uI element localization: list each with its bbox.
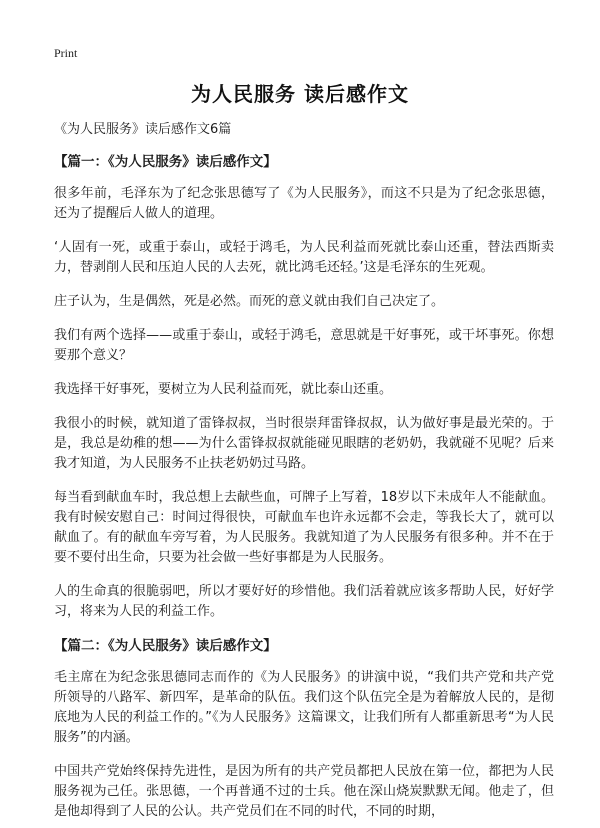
section-heading: 【篇二：《为人民服务》读后感作文】: [54, 638, 277, 654]
section-2: [54, 636, 554, 822]
paragraph: 人的生命真的很脆弱吧，所以才要好好的珍惜他。我们活着就应该多帮助人民，好好学习，将来为人民的利益工作。: [54, 584, 554, 619]
paragraph: 很多年前，毛泽东为了纪念张思德写了《为人民服务》，而这不只是为了纪念张思德，还为了提醒后人做人的道理。: [54, 186, 554, 221]
paragraph: 我们有两个选择——或重于泰山，或轻于鸿毛，意思就是干好事死，或干坏事死。你想要那个意义？: [54, 328, 554, 363]
document-subtitle: 《为人民服务》读后感作文6篇: [54, 122, 232, 137]
print-link[interactable]: Print: [54, 46, 78, 60]
paragraph: 我很小的时候，就知道了雷锋叔叔，当时很崇拜雷锋叔叔，认为做好事是最光荣的。于是，我总是幼稚的想——为什么雷锋叔叔就能碰见眼瞎的老奶奶，我就碰不见呢？后来我才知道，为人民服务不止扶老奶奶过马路。: [54, 416, 554, 471]
paragraph: ‘人固有一死，或重于泰山，或轻于鸿毛，为人民利益而死就比泰山还重，替法西斯卖力，替剥削人民和压迫人民的人去死，就比鸿毛还轻。’这是毛泽东的生死观。: [54, 240, 554, 275]
section-heading: 【篇一：《为人民服务》读后感作文】: [54, 154, 277, 170]
page-title: 为人民服务 读后感作文: [191, 82, 409, 106]
paragraph: 每当看到献血车时，我总想上去献些血，可牌子上写着，18岁以下未成年人不能献血。我有时候安慰自己：时间过得很快，可献血车也许永远都不会走，等我长大了，就可以献血了。有的献血车旁写着，为人民服务。我就知道了为人民服务有很多种。并不在于要不要付出生命，只要为社会做一些好事都是为人民服务。: [54, 490, 554, 565]
paragraph: 中国共产党始终保持先进性，是因为所有的共产党员都把人民放在第一位，都把为人民服务视为己任。张思德，一个再普通不过的士兵。他在深山烧炭默默无闻。他走了，但是他却得到了人民的公认。共产党员们在不同的时代，不同的时期，: [54, 764, 554, 819]
document-body: [54, 120, 554, 828]
paragraph: 庄子认为，生是偶然，死是必然。而死的意义就由我们自己决定了。: [54, 294, 445, 309]
paragraph: 我选择干好事死，要树立为人民利益而死，就比泰山还重。: [54, 382, 393, 397]
section-1: [54, 152, 554, 622]
paragraph: 毛主席在为纪念张思德同志而作的《为人民服务》的讲演中说，“我们共产党和共产党所领导的八路军、新四军，是革命的队伍。我们这个队伍完全是为着解放人民的，是彻底地为人民的利益工作的。”《为人民服务》这篇课文，让我们所有人都重新思考“为人民服务”的内涵。: [54, 670, 554, 745]
